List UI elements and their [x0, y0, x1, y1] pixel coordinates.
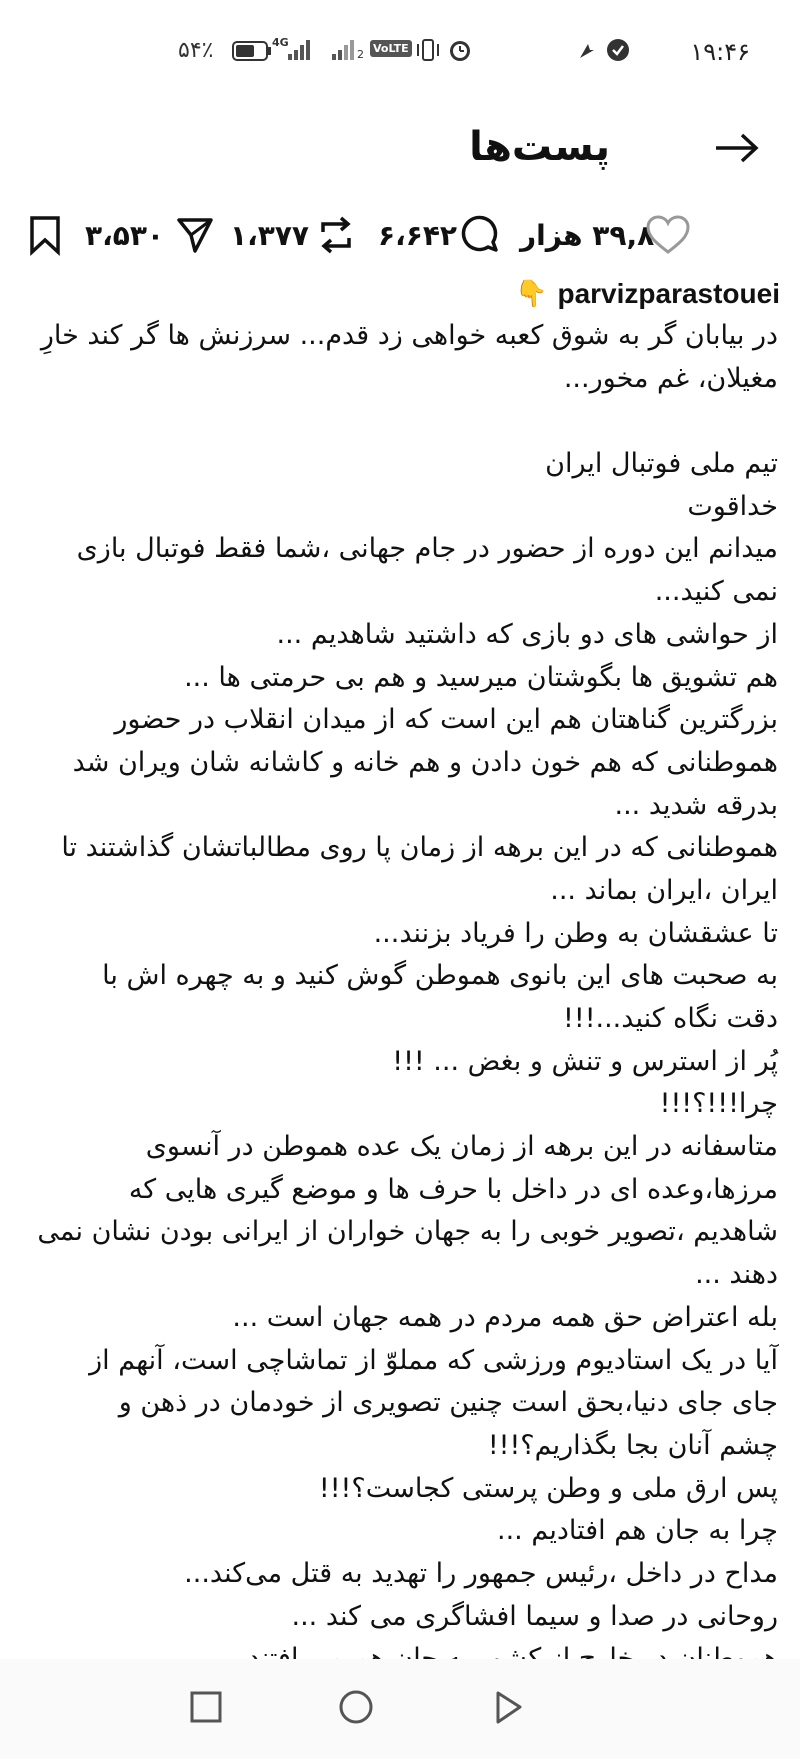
caption-line: مغیلان، غم مخور...	[563, 362, 778, 394]
caption-line: دهند ...	[695, 1259, 778, 1291]
alarm-icon	[446, 36, 474, 64]
volte-badge: VoLTE	[370, 40, 412, 57]
repost-icon	[315, 214, 357, 256]
caption-line: دقت نگاه کنید...!!!	[563, 1003, 778, 1034]
like-count	[520, 205, 654, 265]
caption-line: هموطنانی که هم خون دادن و هم خانه و کاشانه شان ویران شد	[72, 746, 778, 778]
system-nav-bar	[0, 1659, 800, 1759]
caption-line: متاسفانه در این برهه از زمان یک عده هموطن در آنسوی	[145, 1131, 778, 1163]
likes-count: ۳۹,۸ هزار	[520, 218, 655, 252]
signal-icon	[330, 38, 356, 62]
reposts-count: ۱،۳۷۷	[230, 218, 309, 252]
like-button[interactable]	[645, 205, 691, 265]
signal-icon	[286, 38, 312, 62]
caption-line: پُر از استرس و تنش و بغض ... !!!	[392, 1045, 778, 1077]
bookmark-button[interactable]	[28, 205, 62, 265]
sim2-label: 2	[357, 48, 364, 61]
comment-button[interactable]	[460, 205, 502, 265]
share-count	[85, 205, 164, 265]
header	[0, 110, 800, 190]
caption-line: میدانم این دوره از حضور در جام جهانی ،شما فقط فوتبال بازی	[76, 533, 778, 565]
caption-line: هموطنانی که در این برهه از زمان پا روی مطالباتشان گذاشتند تا	[61, 832, 778, 864]
post-caption	[8, 315, 778, 1660]
bookmark-icon	[28, 215, 62, 255]
comment-count	[378, 205, 457, 265]
arrow-right-icon[interactable]	[714, 132, 760, 164]
caption-line: چرا!!!؟!!!	[659, 1088, 778, 1120]
caption-line: تیم ملی فوتبال ایران	[545, 448, 778, 480]
page-title: پست‌ها	[469, 124, 610, 170]
caption-line: پس ارق ملی و وطن پرستی کجاست؟!!!	[318, 1472, 778, 1504]
clock: ۱۹:۴۶	[690, 38, 750, 66]
network-type: 4G	[272, 36, 289, 49]
caption-line: خداقوت	[687, 490, 778, 522]
caption-line: چرا به جان هم افتادیم ...	[497, 1515, 778, 1547]
caption-line: بدرقه شدید ...	[614, 789, 778, 821]
home-icon[interactable]	[337, 1689, 375, 1727]
vibrate-icon	[414, 38, 442, 62]
back-icon[interactable]	[490, 1689, 526, 1727]
caption-line: آیا در یک استادیوم ورزشی که مملوّ از تماشاچی است، آنهم از	[89, 1344, 778, 1376]
share-button[interactable]	[175, 205, 215, 265]
caption-line: شاهدیم ،تصویر خوبی را به جهان خواران از ایرانی بودن نشان نمی	[37, 1216, 778, 1248]
caption-line	[8, 400, 778, 443]
caption-line: چشم آنان بجا بگذاریم؟!!!	[487, 1429, 778, 1461]
arrow-icon	[576, 40, 596, 62]
caption-line: جای جای دنیا،بحق است چنین تصویری از خودمان در ذهن و	[118, 1387, 778, 1419]
caption-line: نمی کنید...	[654, 576, 778, 608]
heart-icon	[645, 214, 691, 256]
caption-line: بزرگترین گناهتان هم این است که از میدان انقلاب در حضور	[114, 704, 778, 736]
post-author[interactable]	[515, 278, 780, 310]
recent-apps-icon[interactable]	[188, 1689, 224, 1725]
username[interactable]: parvizparastouei	[557, 278, 780, 309]
caption-line: از حواشی های دو بازی که داشتید شاهدیم ...	[276, 618, 778, 650]
battery-icon	[232, 40, 272, 62]
repost-count	[230, 205, 309, 265]
check-circle-icon	[606, 38, 630, 62]
comment-icon	[460, 214, 502, 256]
shares-count: ۳،۵۳۰	[85, 218, 164, 252]
status-bar	[0, 0, 800, 100]
caption-line: به صحبت های این بانوی هموطن گوش کنید و به چهره اش با	[102, 960, 778, 992]
battery-percent: ۵۴٪	[178, 38, 214, 63]
caption-line: در بیابان گر به شوق کعبه خواهی زد قدم... سرزنش ها گر کند خارِ	[40, 320, 778, 351]
caption-line: مرزها،وعده ای در داخل با حرف ها و موضع گیری هایی که	[128, 1173, 778, 1205]
caption-line: مداح در داخل ،رئیس جمهور را تهدید به قتل می‌کند...	[184, 1557, 778, 1589]
caption-line: تا عشقشان به وطن را فریاد بزنند...	[373, 917, 778, 949]
caption-line: بله اعتراض حق همه مردم در همه جهان است ...	[232, 1301, 778, 1333]
caption-line: هم تشویق ها بگوشتان میرسید و هم بی حرمتی ها ...	[184, 661, 778, 693]
caption-line: ایران ،ایران بماند ...	[550, 874, 778, 906]
caption-line: روحانی در صدا و سیما افشاگری می کند ...	[291, 1600, 778, 1632]
share-icon	[175, 215, 215, 255]
pointing-down-emoji: 👇	[515, 279, 548, 309]
repost-button[interactable]	[315, 205, 357, 265]
action-bar	[0, 205, 800, 265]
comments-count: ۶،۶۴۲	[378, 218, 457, 252]
